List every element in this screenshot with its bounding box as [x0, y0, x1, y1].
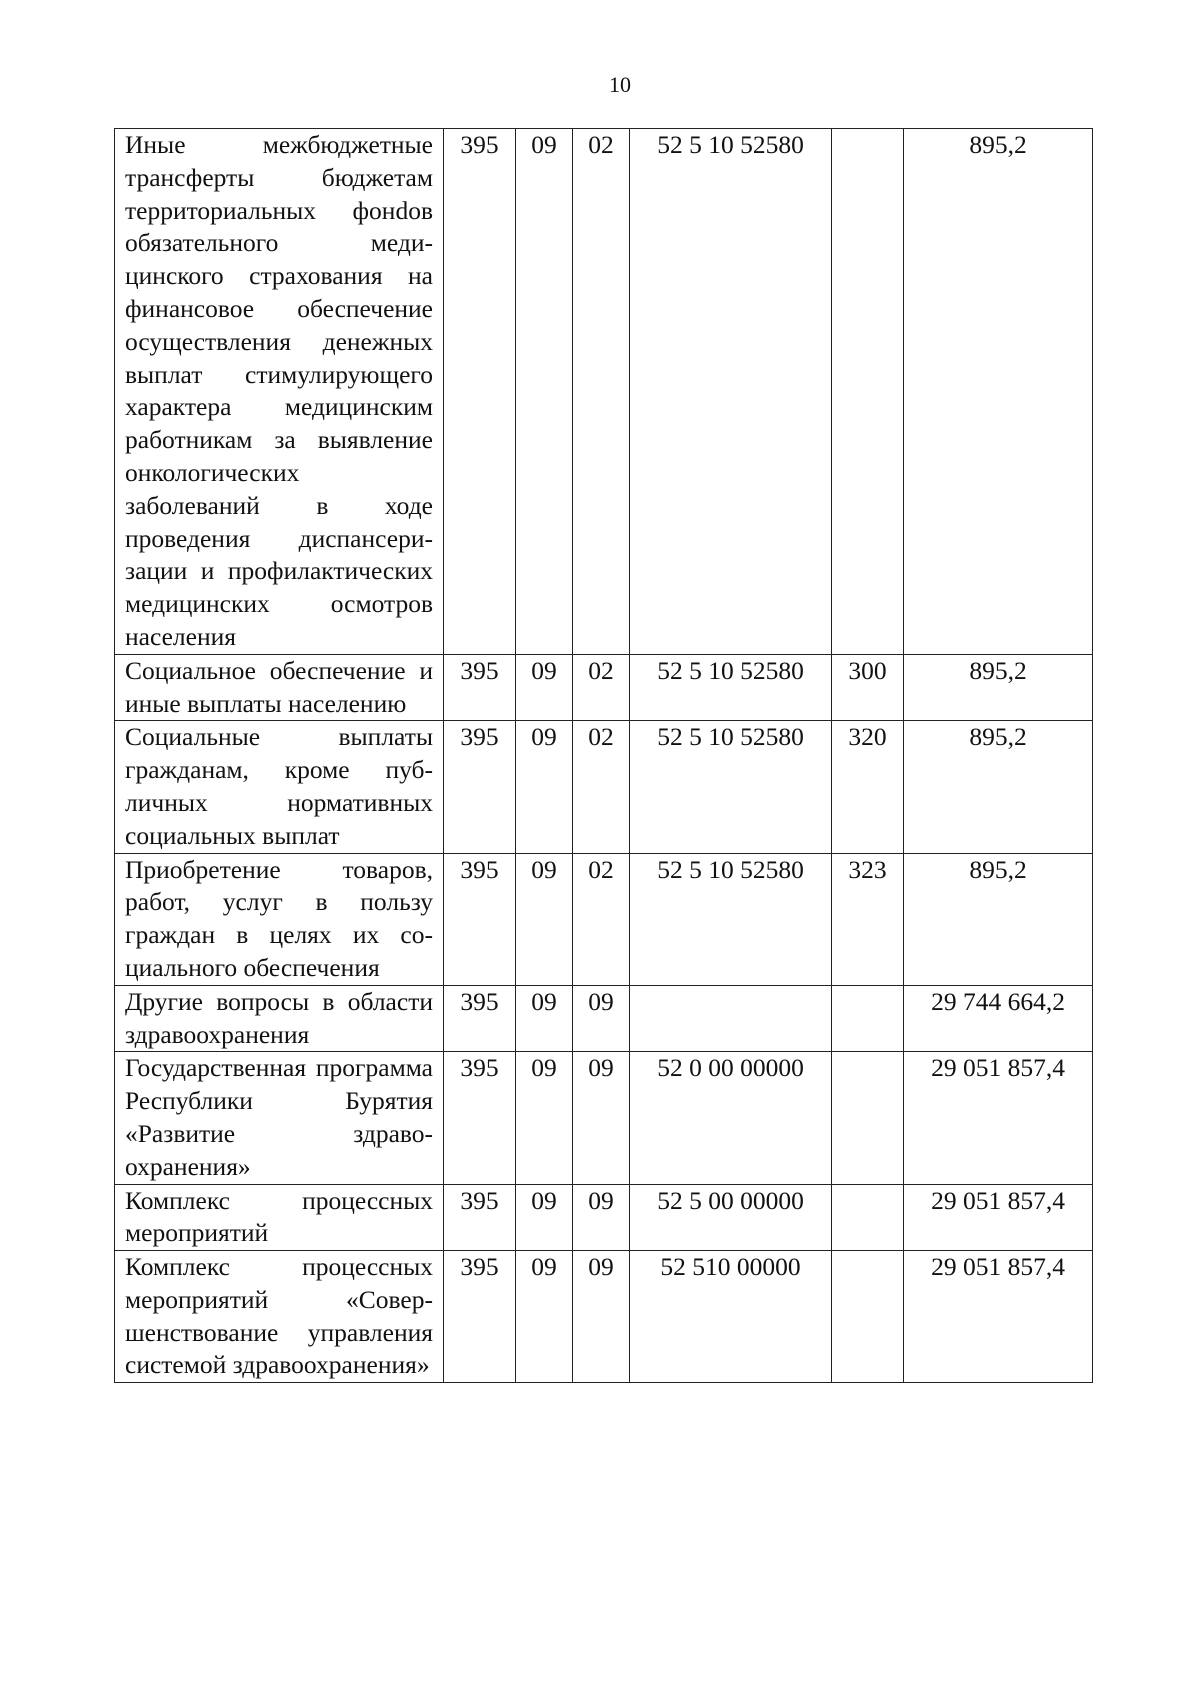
row-grbs: 395	[444, 1184, 516, 1251]
row-name: Иные межбюджетные трансферты бюджетам территориальных фонdов обязательного медицинского страхования на финансовое обеспечение осуществления денежных выплат стимулирующего характера медицинским работникам за выявление онкологических заболеваний в ходе проведения диспансеризации и профилактических медицинских осмотров населения	[115, 129, 444, 655]
row-grbs: 395	[444, 129, 516, 655]
row-pr: 09	[573, 1184, 630, 1251]
row-rz: 09	[516, 1184, 573, 1251]
row-pr: 02	[573, 721, 630, 853]
table-row	[115, 985, 1093, 1052]
table-row	[115, 1184, 1093, 1251]
table-row	[115, 654, 1093, 721]
row-grbs: 395	[444, 721, 516, 853]
row-rz: 09	[516, 853, 573, 985]
row-sum: 895,2	[904, 654, 1093, 721]
table-row	[115, 853, 1093, 985]
row-csr: 52 5 10 52580	[630, 129, 832, 655]
row-rz: 09	[516, 985, 573, 1052]
table-row	[115, 129, 1093, 655]
row-pr: 09	[573, 1052, 630, 1184]
row-pr: 02	[573, 129, 630, 655]
table-row	[115, 1251, 1093, 1383]
row-pr: 09	[573, 985, 630, 1052]
row-grbs: 395	[444, 1052, 516, 1184]
row-name: Комплекс процессных мероприятий	[115, 1184, 444, 1251]
row-vr	[832, 1052, 904, 1184]
row-name: Комплекс процессных мероприятий «Совершенствование управления системой здравоохранения»	[115, 1251, 444, 1383]
row-sum: 895,2	[904, 853, 1093, 985]
row-vr	[832, 1184, 904, 1251]
row-pr: 02	[573, 654, 630, 721]
row-rz: 09	[516, 129, 573, 655]
row-name: Социальное обеспечение и иные выплаты населению	[115, 654, 444, 721]
row-sum: 29 051 857,4	[904, 1251, 1093, 1383]
row-vr	[832, 1251, 904, 1383]
row-rz: 09	[516, 721, 573, 853]
row-rz: 09	[516, 654, 573, 721]
row-sum: 29 051 857,4	[904, 1184, 1093, 1251]
row-csr: 52 5 10 52580	[630, 721, 832, 853]
row-sum: 895,2	[904, 721, 1093, 853]
row-grbs: 395	[444, 654, 516, 721]
row-csr: 52 510 00000	[630, 1251, 832, 1383]
row-vr	[832, 985, 904, 1052]
row-grbs: 395	[444, 1251, 516, 1383]
budget-table	[114, 128, 1093, 1383]
row-csr	[630, 985, 832, 1052]
row-vr	[832, 129, 904, 655]
row-sum: 29 051 857,4	[904, 1052, 1093, 1184]
table-row	[115, 1052, 1093, 1184]
page-number: 10	[609, 72, 631, 97]
row-name: Приобретение товаров, работ, услуг в пользу граждан в целях их социального обеспечения	[115, 853, 444, 985]
row-pr: 02	[573, 853, 630, 985]
row-csr: 52 5 00 00000	[630, 1184, 832, 1251]
row-csr: 52 0 00 00000	[630, 1052, 832, 1184]
row-vr: 323	[832, 853, 904, 985]
row-rz: 09	[516, 1052, 573, 1184]
row-vr: 320	[832, 721, 904, 853]
row-csr: 52 5 10 52580	[630, 853, 832, 985]
row-name: Государственная программа Республики Бурятия «Развитие здравоохранения»	[115, 1052, 444, 1184]
row-csr: 52 5 10 52580	[630, 654, 832, 721]
row-sum: 29 744 664,2	[904, 985, 1093, 1052]
row-pr: 09	[573, 1251, 630, 1383]
row-rz: 09	[516, 1251, 573, 1383]
row-name: Социальные выплаты гражданам, кроме публичных нормативных социальных выплат	[115, 721, 444, 853]
row-name: Другие вопросы в области здравоохранения	[115, 985, 444, 1052]
row-grbs: 395	[444, 985, 516, 1052]
row-grbs: 395	[444, 853, 516, 985]
row-sum: 895,2	[904, 129, 1093, 655]
row-vr: 300	[832, 654, 904, 721]
table-row	[115, 721, 1093, 853]
